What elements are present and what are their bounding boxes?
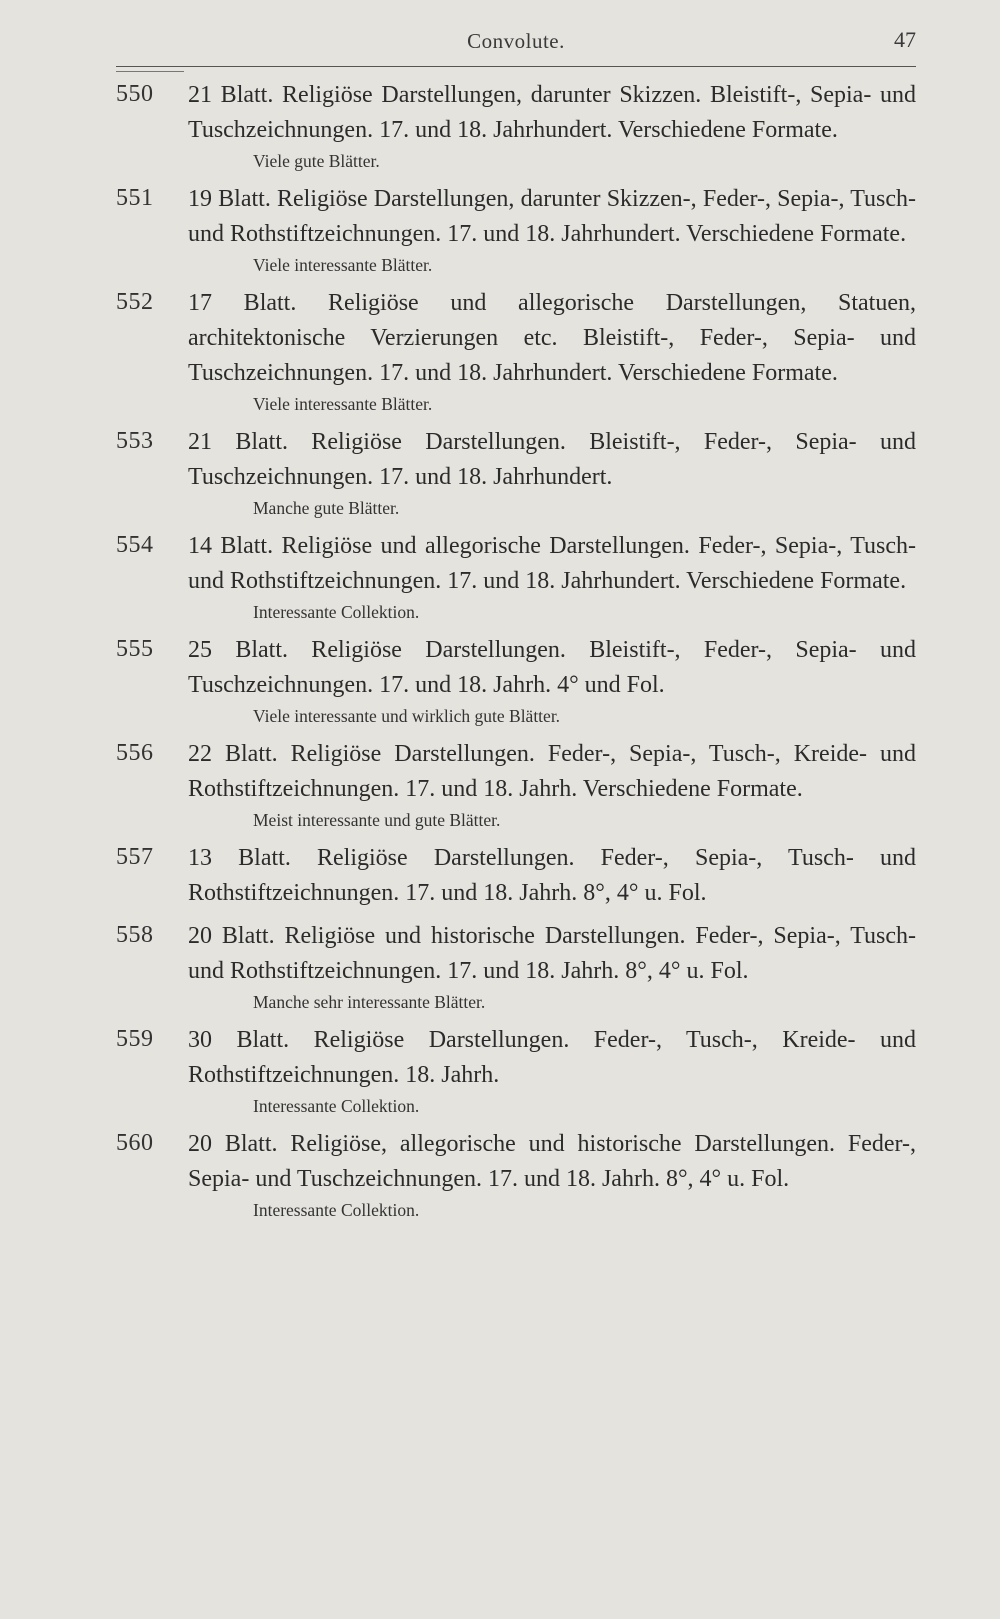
lot-entry: [116, 78, 916, 174]
running-head: Convolute.: [467, 29, 565, 53]
lot-description: 20 Blatt. Religiöse und historische Darstellungen. Feder-, Sepia-, Tusch- und Rothstiftzeichnungen. 17. und 18. Jahrh. 8°, 4° u. Fol.: [188, 923, 916, 984]
lot-note: Interessante Collektion.: [253, 1096, 420, 1116]
lot-description: 19 Blatt. Religiöse Darstellungen, darunter Skizzen-, Feder-, Sepia-, Tusch- und Rothstiftzeichnungen. 17. und 18. Jahrhundert. Verschiedene Formate.: [188, 186, 916, 247]
lot-note: Manche sehr interessante Blätter.: [253, 992, 486, 1012]
lot-entry: [116, 1023, 916, 1119]
lot-list: [116, 78, 916, 1231]
page-header: [116, 26, 916, 56]
lot-number: 555: [116, 636, 154, 662]
page-number: 47: [894, 27, 916, 52]
lot-number: 550: [116, 81, 154, 107]
lot-description: 21 Blatt. Religiöse Darstellungen, darunter Skizzen. Bleistift-, Sepia- und Tuschzeichnungen. 17. und 18. Jahrhundert. Verschiedene Formate.: [188, 82, 916, 143]
lot-note: Viele interessante und wirklich gute Blätter.: [253, 706, 561, 726]
lot-number: 553: [116, 428, 154, 454]
lot-number: 560: [116, 1130, 154, 1156]
lot-entry: [116, 182, 916, 278]
lot-entry: [116, 919, 916, 1015]
lot-note: Viele gute Blätter.: [253, 151, 380, 171]
lot-description: 20 Blatt. Religiöse, allegorische und historische Darstellungen. Feder-, Sepia- und Tuschzeichnungen. 17. und 18. Jahrh. 8°, 4° u. Fol.: [188, 1131, 916, 1192]
lot-number: 558: [116, 922, 154, 948]
lot-description: 21 Blatt. Religiöse Darstellungen. Bleistift-, Feder-, Sepia- und Tuschzeichnungen. 17. und 18. Jahrhundert.: [188, 429, 916, 490]
header-rule-short: [116, 71, 184, 72]
lot-note: Viele interessante Blätter.: [253, 255, 433, 275]
lot-number: 556: [116, 740, 154, 766]
lot-number: 552: [116, 289, 154, 315]
lot-entry: [116, 1127, 916, 1223]
lot-number: 557: [116, 844, 154, 870]
lot-description: 17 Blatt. Religiöse und allegorische Darstellungen, Statuen, architektonische Verzierungen etc. Bleistift-, Feder-, Sepia- und Tuschzeichnungen. 17. und 18. Jahrhundert. Verschiedene Formate.: [188, 290, 916, 386]
lot-entry: [116, 841, 916, 911]
lot-description: 14 Blatt. Religiöse und allegorische Darstellungen. Feder-, Sepia-, Tusch- und Rothstiftzeichnungen. 17. und 18. Jahrhundert. Verschiedene Formate.: [188, 533, 916, 594]
lot-entry: [116, 286, 916, 417]
lot-description: 30 Blatt. Religiöse Darstellungen. Feder-, Tusch-, Kreide- und Rothstiftzeichnungen. 18. Jahrh.: [188, 1027, 916, 1088]
lot-note: Viele interessante Blätter.: [253, 394, 433, 414]
lot-entry: [116, 425, 916, 521]
lot-note: Manche gute Blätter.: [253, 498, 400, 518]
lot-number: 551: [116, 185, 154, 211]
lot-description: 22 Blatt. Religiöse Darstellungen. Feder-, Sepia-, Tusch-, Kreide- und Rothstiftzeichnungen. 17. und 18. Jahrh. Verschiedene Formate.: [188, 741, 916, 802]
lot-number: 554: [116, 532, 154, 558]
lot-description: 25 Blatt. Religiöse Darstellungen. Bleistift-, Feder-, Sepia- und Tuschzeichnungen. 17. und 18. Jahrh. 4° und Fol.: [188, 637, 916, 698]
lot-note: Interessante Collektion.: [253, 1200, 420, 1220]
header-rule: [116, 66, 916, 67]
lot-entry: [116, 737, 916, 833]
lot-entry: [116, 529, 916, 625]
lot-entry: [116, 633, 916, 729]
lot-description: 13 Blatt. Religiöse Darstellungen. Feder-, Sepia-, Tusch- und Rothstiftzeichnungen. 17. und 18. Jahrh. 8°, 4° u. Fol.: [188, 845, 916, 906]
lot-note: Interessante Collektion.: [253, 602, 420, 622]
lot-note: Meist interessante und gute Blätter.: [253, 810, 501, 830]
lot-number: 559: [116, 1026, 154, 1052]
